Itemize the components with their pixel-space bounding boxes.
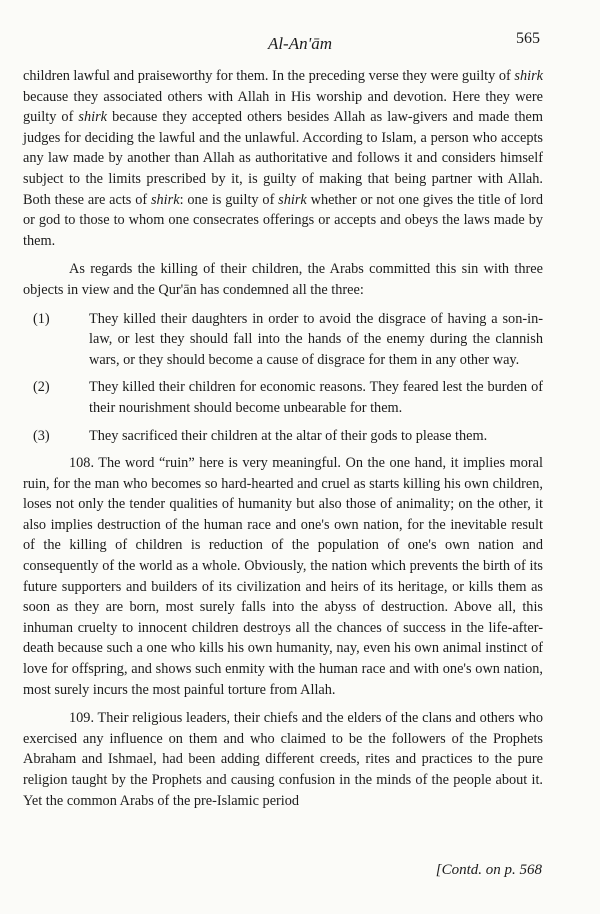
paragraph-shirk: children lawful and praiseworthy for them. In the preceding verse they were guilty of shirk because they associated others with Allah in His worship and devotion. Here they were guilty of shirk because they accepted others besides Allah as law-givers and made them judges for deciding the lawful and the unlawful. According to Islam, a person who accepts any law made by another than Allah as authoritative and follows it and considers himself subject to the limits prescribed by it, is guilty of making that being partner with Allah. Both these are acts of shirk: one is guilty of shirk whether or not one gives the title of lord or god to those to whom one consecrates offerings or accepts and obeys the laws made by them. bbox=[23, 68, 543, 249]
continuation-note: [Contd. on p. 568 bbox=[435, 862, 542, 878]
list-number: (2) bbox=[33, 379, 50, 396]
list-number: (1) bbox=[33, 310, 50, 327]
objects-list bbox=[23, 309, 543, 447]
list-number: (3) bbox=[33, 427, 50, 444]
list-item: (1) They killed their daughters in order to avoid the disgrace of having a son-in-law, or lest they should fall into the hands of the enemy during the clannish wars, or they should become a cause of disgrace for them in any other way. bbox=[33, 310, 543, 368]
page-number: 565 bbox=[516, 30, 540, 47]
paragraph-killing-children: As regards the killing of their children, the Arabs committed this sin with three objects in view and the Qur'ān has condemned all the three: bbox=[23, 261, 543, 298]
term-shirk: shirk bbox=[278, 191, 307, 208]
note-109: 109. Their religious leaders, their chiefs and the elders of the clans and others who exercised any influence on them and who claimed to be the followers of the Prophets Abraham and Ishmael, had been adding different creeds, rites and practices to the pure religion taught by the Prophets and causing confusion in the minds of the people about it. Yet the common Arabs of the pre-Islamic period bbox=[23, 710, 543, 809]
list-item: (2) They killed their children for economic reasons. They feared lest the burden of their nourishment should become unbearable for them. bbox=[33, 379, 543, 416]
running-title: Al-An'ām bbox=[267, 34, 333, 53]
list-item: (3) They sacrificed their children at the altar of their gods to please them. bbox=[23, 426, 543, 447]
note-108: 108. The word “ruin” here is very meaningful. On the one hand, it implies moral ruin, for the man who becomes so hard-hearted and cruel as starts killing his own children, loses not only the tender qualities of humanity but also those of animality; on the other, it also implies destruction of the human race and one's own nation, for the inevitable result of the killing of children is reduction of the population of one's own nation and consequently of the world as a whole. Obviously, the nation which prevents the birth of its future supporters and builders of its civilization and heirs of its heritage, or kills them as soon as they are born, most surely falls into the abyss of destruction. Above all, this inhuman cruelty to innocent children destroys all the chances of success in the life-after-death because such a one who kills his own humanity, nay, even his own animal instinct of love for offspring, and shows such enmity with the human race and with one's own nation, most surely incurs the most painful torture from Allah. bbox=[23, 455, 543, 698]
term-shirk: shirk bbox=[514, 68, 543, 84]
term-shirk: shirk bbox=[78, 109, 108, 126]
page-body bbox=[23, 66, 543, 819]
term-shirk: shirk bbox=[150, 191, 180, 208]
